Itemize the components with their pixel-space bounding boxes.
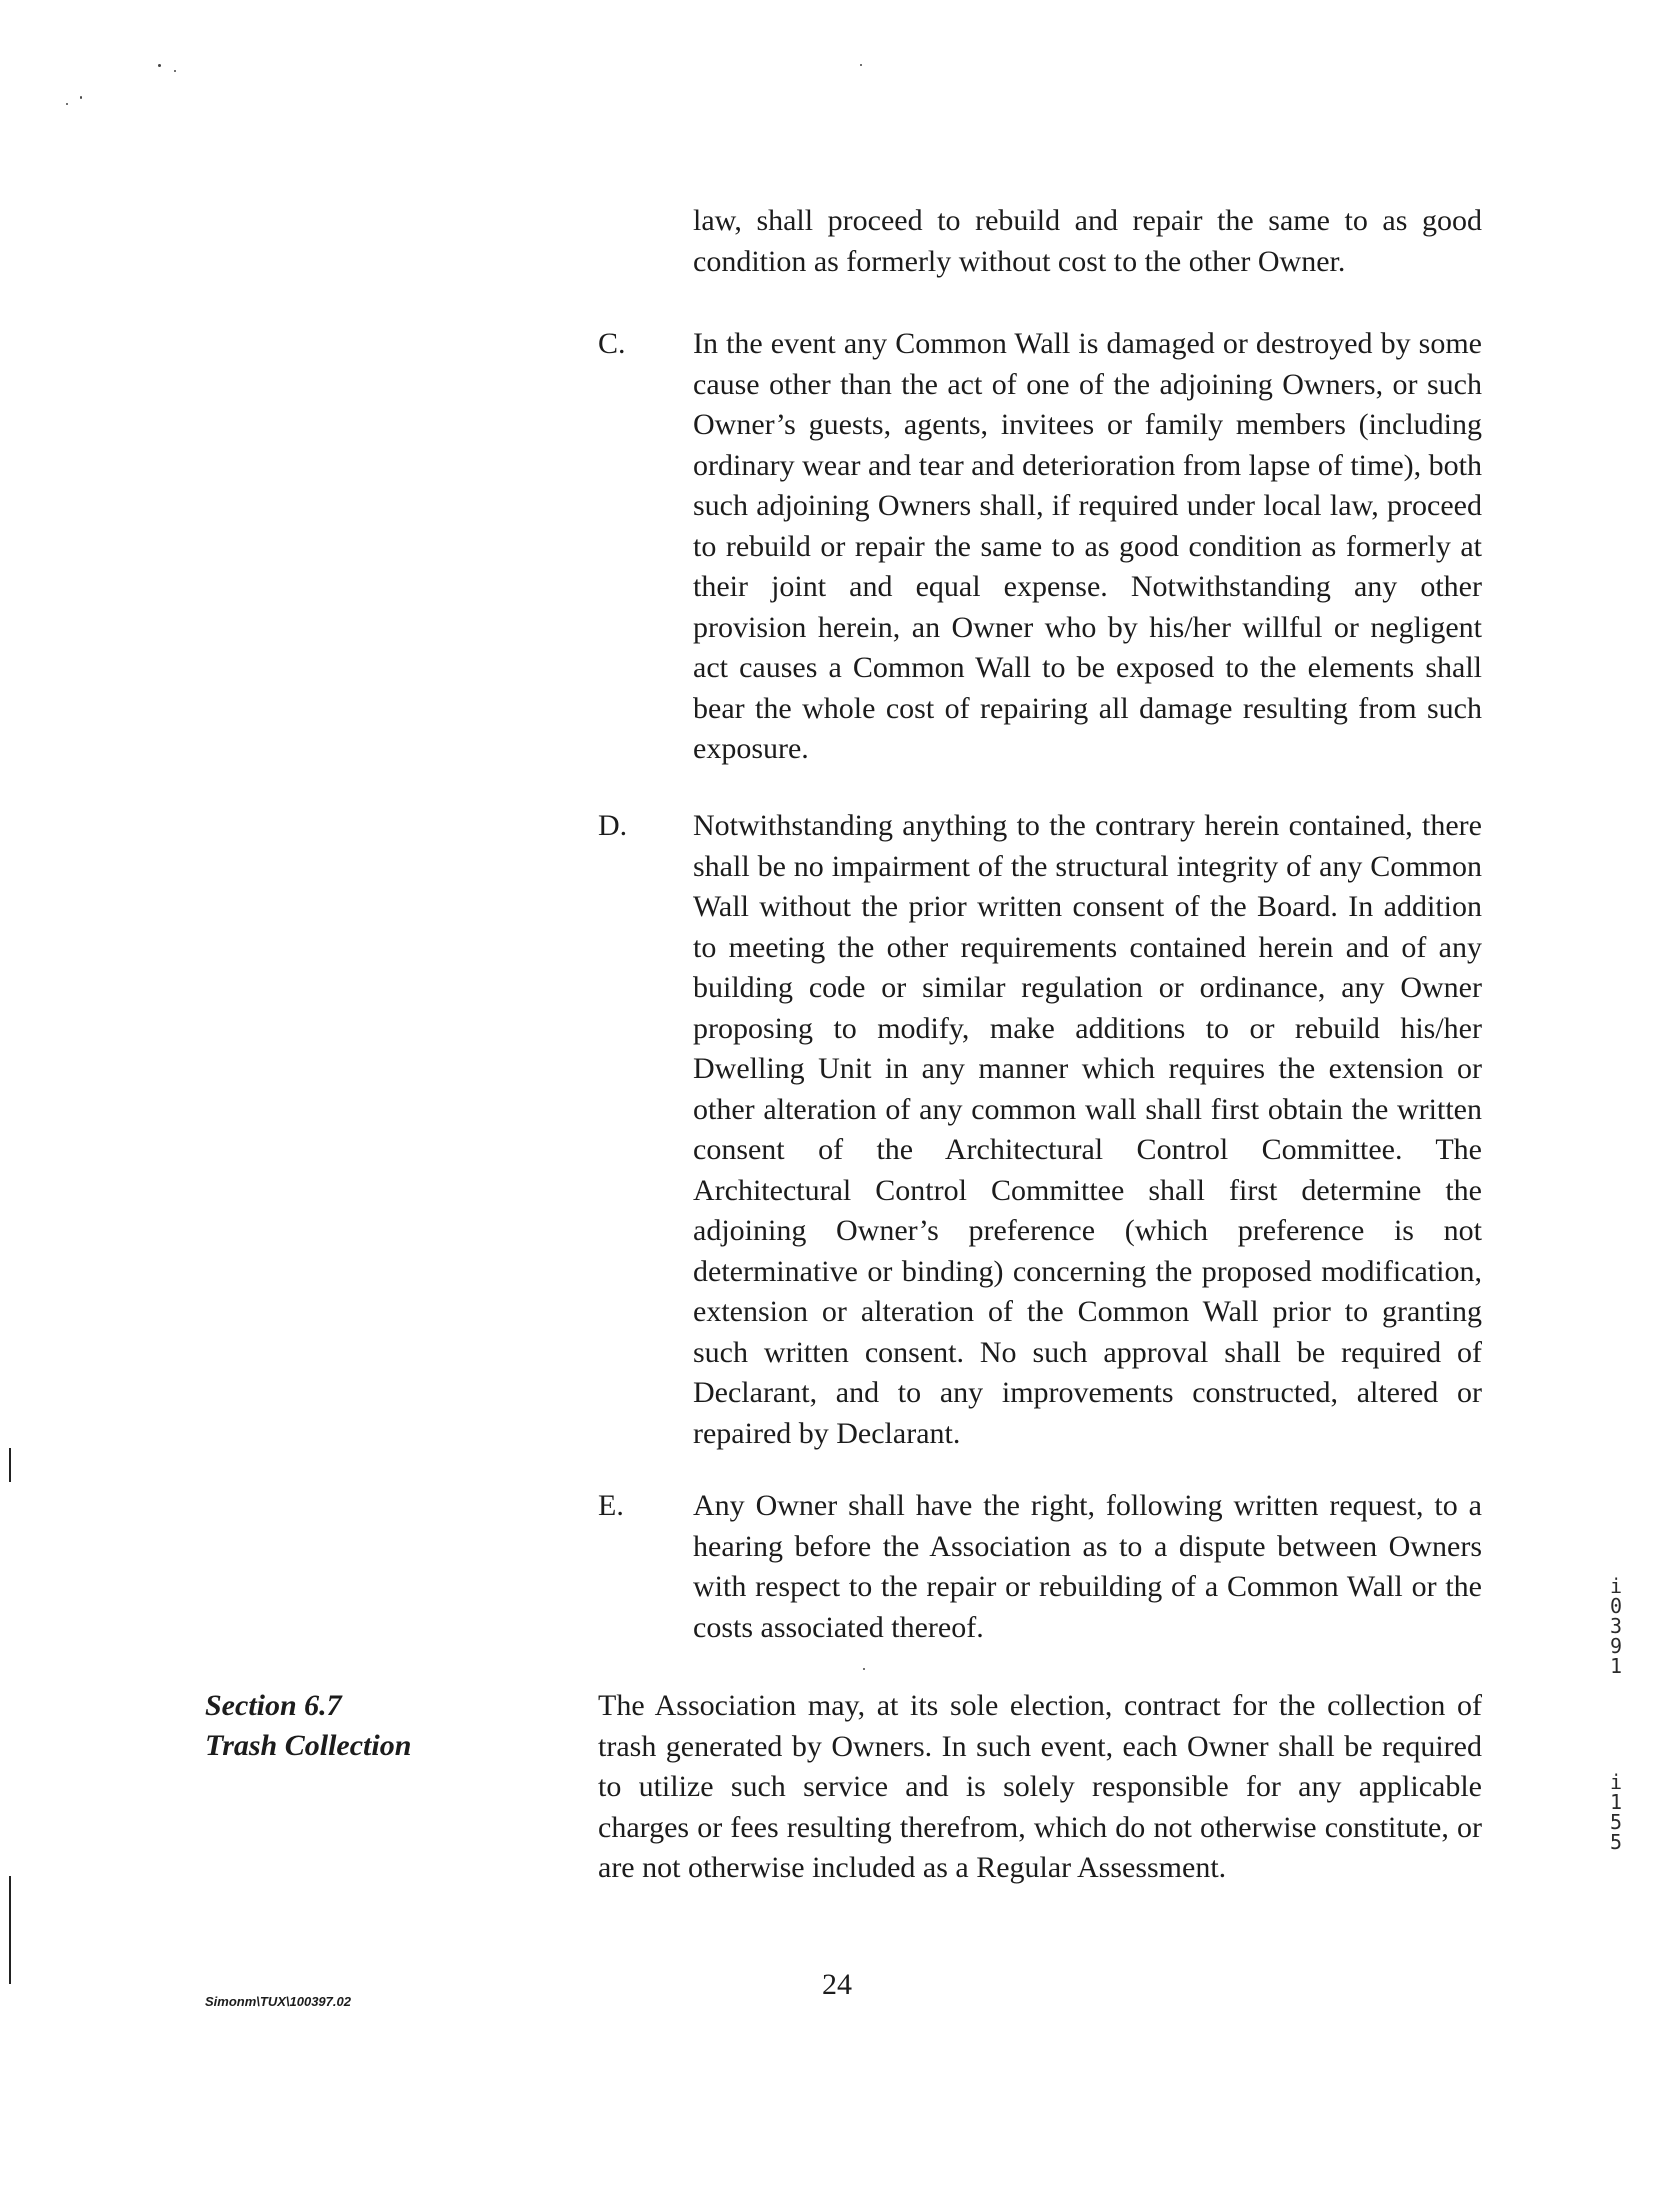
section-paragraph: The Association may, at its sole election, contract for the collection of trash generated by Owners. In such event, each Owner shall be required to utilize such service and is solely responsible for any applicable charges or fees resulting therefrom, which do not otherwise constitute, or are not otherwise included as a Regular Assessment. (598, 1689, 1482, 1884)
scan-speck (66, 103, 68, 105)
item-letter-c: C. (598, 327, 626, 360)
stamp-digit: 5 (1609, 1810, 1623, 1834)
left-margin-mark (9, 1448, 11, 1482)
page-number: 24 (822, 1968, 852, 2001)
stamp-digit: i (1609, 1770, 1623, 1794)
item-e-paragraph: Any Owner shall have the right, following written request, to a hearing before the Association as to a dispute between Owners with respect to the repair or rebuilding of a Common Wall or the costs associated thereof. (693, 1489, 1482, 1644)
footer-file-reference: Simonm\TUX\100397.02 (205, 1994, 351, 2009)
scan-speck (860, 64, 862, 66)
recording-stamp-bottom (1606, 1772, 1626, 1852)
section-number: Section 6.7 (205, 1689, 342, 1722)
scan-speck (174, 70, 176, 72)
stamp-digit: 1 (1609, 1790, 1623, 1814)
stamp-digit: 3 (1609, 1614, 1623, 1638)
section-heading (205, 1686, 411, 1766)
scan-speck (863, 1668, 865, 1670)
continuation-paragraph: law, shall proceed to rebuild and repair the same to as good condition as formerly without cost to the other Owner. (693, 204, 1482, 278)
stamp-digit: 9 (1609, 1634, 1623, 1658)
item-c-paragraph: In the event any Common Wall is damaged or destroyed by some cause other than the act of one of the adjoining Owners, or such Owner’s guests, agents, invitees or family members (including ordinary wear and tear and deterioration from lapse of time), both such adjoining Owners shall, if required under local law, proceed to rebuild or repair the same to as good condition as formerly at their joint and equal expense. Notwithstanding any other provision herein, an Owner who by his/her willful or negligent act causes a Common Wall to be exposed to the elements shall bear the whole cost of repairing all damage resulting from such exposure. (693, 327, 1482, 765)
left-margin-line (9, 1876, 11, 1984)
item-d-paragraph: Notwithstanding anything to the contrary herein contained, there shall be no impairment of the structural integrity of any Common Wall without the prior written consent of the Board. In addition to meeting the other requirements contained herein and of any building code or similar regulation or ordinance, any Owner proposing to modify, make additions to or rebuild his/her Dwelling Unit in any manner which requires the extension or other alteration of any common wall shall first obtain the written consent of the Architectural Control Committee. The Architectural Control Committee shall first determine the adjoining Owner’s preference (which preference is not determinative or binding) concerning the proposed modification, extension or alteration of the Common Wall prior to granting such written consent. No such approval shall be required of Declarant, and to any improvements constructed, altered or repaired by Declarant. (693, 809, 1482, 1450)
stamp-digit: 5 (1609, 1830, 1623, 1854)
stamp-digit: i (1609, 1574, 1623, 1598)
stamp-digit: 0 (1609, 1594, 1623, 1618)
recording-stamp-top (1606, 1576, 1626, 1676)
scan-speck (80, 96, 82, 99)
item-letter-e: E. (598, 1489, 624, 1522)
scan-speck (158, 64, 161, 67)
item-letter-d: D. (598, 809, 628, 842)
section-title: Trash Collection (205, 1729, 412, 1762)
stamp-digit: 1 (1609, 1654, 1623, 1678)
